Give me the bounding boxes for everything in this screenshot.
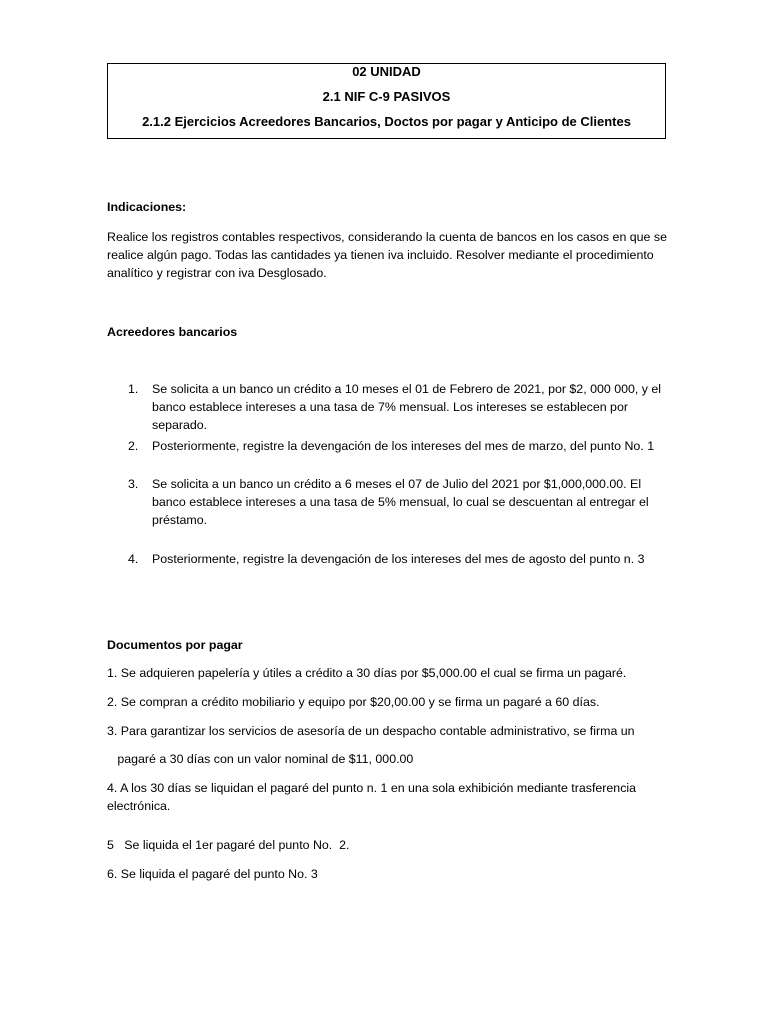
list-item: 4. A los 30 días se liquidan el pagaré del punto n. 1 en una sola exhibición mediante trasferencia electrónica.	[107, 781, 637, 813]
list-item: 2. Se compran a crédito mobiliario y equipo por $20,00.00 y se firma un pagaré a 60 días.	[107, 695, 600, 709]
subsection-title: 2.1.2 Ejercicios Acreedores Bancarios, Doctos por pagar y Anticipo de Clientes	[142, 114, 631, 129]
list-item-text: Se solicita a un banco un crédito a 10 meses el 01 de Febrero de 2021, por $2, 000 000, y el banco establece intereses a una tasa de 7% mensual. Los intereses se establecen por separado.	[152, 382, 662, 432]
list-item: 3. Para garantizar los servicios de asesoría de un despacho contable administrativo, se firma un	[107, 724, 635, 738]
list-item-text: Posteriormente, registre la devengación de los intereses del mes de marzo, del punto No. 1	[152, 439, 655, 453]
list-item	[128, 437, 668, 455]
indicaciones-heading: Indicaciones:	[107, 200, 187, 214]
list-item: 5 Se liquida el 1er pagaré del punto No. 2.	[107, 838, 350, 852]
indicaciones-body: Realice los registros contables respectivos, considerando la cuenta de bancos en los casos en que se realice algún pago. Todas las cantidades ya tienen iva incluido. Resolver mediante el procedimiento analítico y registrar con iva Desglosado.	[107, 230, 667, 280]
title-box	[107, 63, 666, 139]
list-item	[128, 475, 668, 529]
unit-title: 02 UNIDAD	[352, 64, 421, 79]
list-item-number: 1.	[128, 382, 139, 396]
list-item-text: Se solicita a un banco un crédito a 6 meses el 07 de Julio del 2021 por $1,000,000.00. El banco establece intereses a una tasa de 5% mensual, lo cual se descuentan al entregar el préstamo.	[152, 477, 649, 527]
list-item-text: Posteriormente, registre la devengación de los intereses del mes de agosto del punto n. 3	[152, 552, 645, 566]
section-title: 2.1 NIF C-9 PASIVOS	[322, 89, 451, 104]
list-item	[128, 380, 668, 434]
list-item-number: 2.	[128, 439, 139, 453]
list-item	[128, 550, 668, 568]
list-item: 6. Se liquida el pagaré del punto No. 3	[107, 867, 318, 881]
acreedores-heading: Acreedores bancarios	[107, 325, 238, 339]
list-item-number: 4.	[128, 552, 139, 566]
documentos-heading: Documentos por pagar	[107, 638, 243, 652]
list-item: pagaré a 30 días con un valor nominal de $11, 000.00	[107, 752, 414, 766]
list-item-number: 3.	[128, 477, 139, 491]
list-item: 1. Se adquieren papelería y útiles a crédito a 30 días por $5,000.00 el cual se firma un pagaré.	[107, 666, 627, 680]
